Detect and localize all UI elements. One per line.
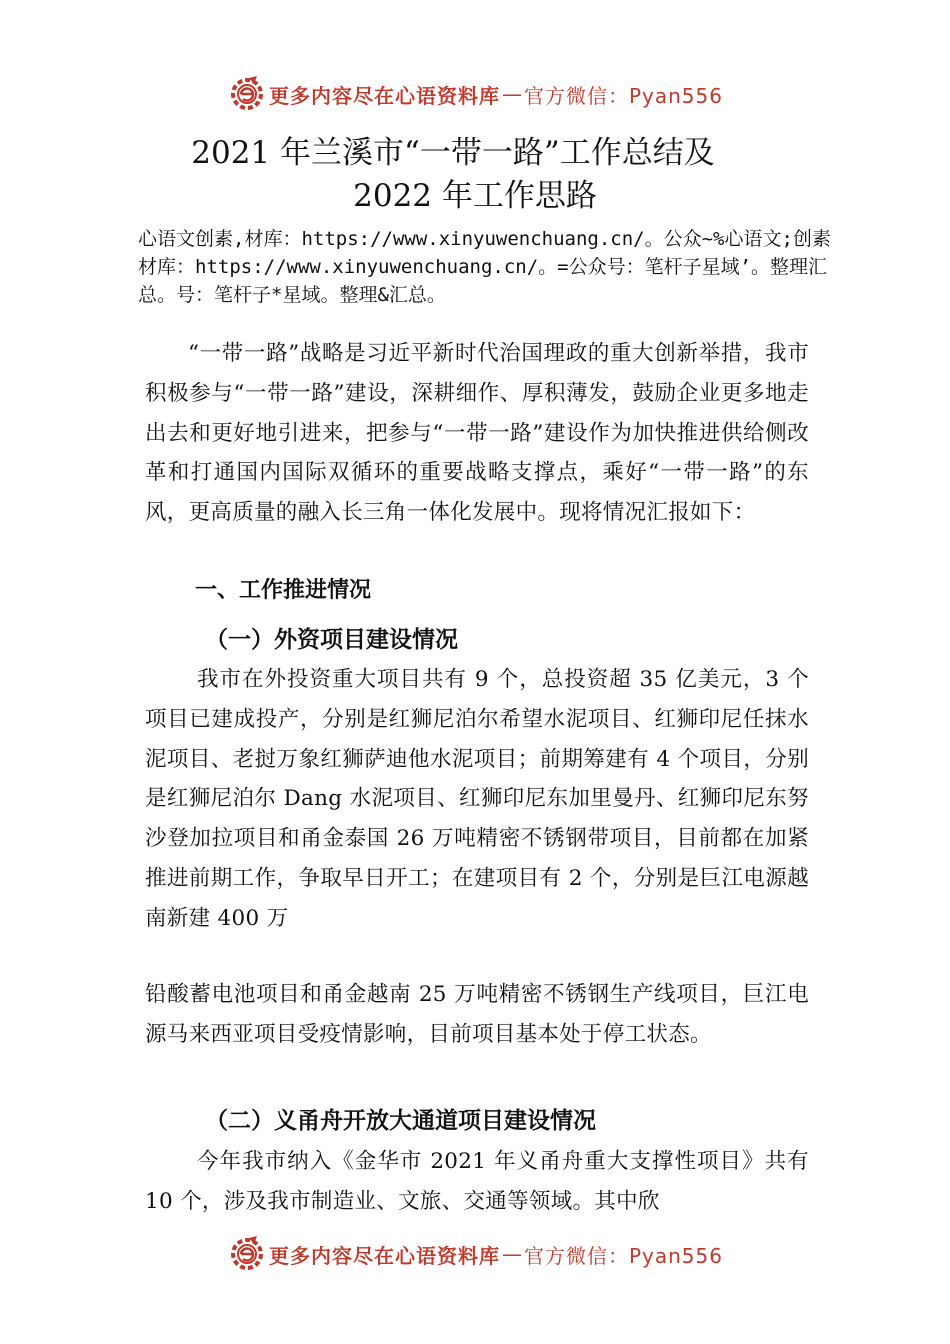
gear-e-logo-icon [227,1234,267,1274]
footer-banner-text: 更多内容尽在心语资料库 [268,1243,500,1268]
gear-e-logo-icon [227,74,267,114]
subsection-heading-1: （一）外资项目建设情况 [205,627,458,653]
intro-paragraph: “一带一路”战略是习近平新时代治国理政的重大创新举措，我市积极参与“一带一路”建设，深耕细作、厚积薄发，鼓励企业更多地走出去和更好地引进来，把参与“一带一路”建设作为加快推进供给侧改革和打通国内国际双循环的重要战略支撑点，乘好“一带一路”的东风，更高质量的融入长三角一体化发展中。现将情况汇报如下： [145,341,809,526]
banner-content [227,74,723,114]
banner-separator: — [501,82,522,106]
footer-banner [0,1232,950,1276]
section-heading: 一、工作推进情况 [195,578,372,603]
subsection-2-paragraph: 今年我市纳入《金华市 2021 年义甬舟重大支撑性项目》共有 10 个，涉及我市制造业、文旅、交通等领域。其中欣 [145,1149,809,1214]
subsection-1-paragraph-tail: 铅酸蓄电池项目和甬金越南 25 万吨精密不锈钢生产线项目，巨江电源马来西亚项目受疫情影响，目前项目基本处于停工状态。 [145,982,809,1047]
banner-text: 更多内容尽在心语资料库 [268,83,500,108]
subsection-1-paragraph: 我市在外投资重大项目共有 9 个，总投资超 35 亿美元，3 个项目已建成投产，分别是红狮尼泊尔希望水泥项目、红狮印尼任抹水泥项目、老挝万象红狮萨迪他水泥项目；前期筹建有 4 个项目，分别是红狮尼泊尔 Dang 水泥项目、红狮印尼东加里曼丹、红狮印尼东努沙登加拉项目和甬金泰国 26 万吨精密不锈钢带项目，目前都在加紧推进前期工作，争取早日开工；在建项目有 2 个，分别是巨江电源越南新建 400 万 [145,667,809,931]
header-banner [0,72,950,116]
doc-title-line2: 2022 年工作思路 [353,178,597,214]
footer-banner-content [227,1234,723,1274]
doc-title-line1: 2021 年兰溪市“一带一路”工作总结及 [191,135,715,171]
footer-banner-wechat: 官方微信：Pyan556 [523,1243,723,1268]
banner-wechat: 官方微信：Pyan556 [523,83,723,108]
source-note: 心语文创素,材库：https://www.xinyuwenchuang.cn/。公众~%心语文;创素材库：https://www.xinyuwenchuang.cn/。=公众号：笔杆子星域’。整理汇总。号：笔杆子*星域。整理&汇总。 [138,228,831,306]
subsection-heading-2: （二）义甬舟开放大通道项目建设情况 [205,1108,596,1134]
footer-banner-separator: — [501,1242,522,1266]
